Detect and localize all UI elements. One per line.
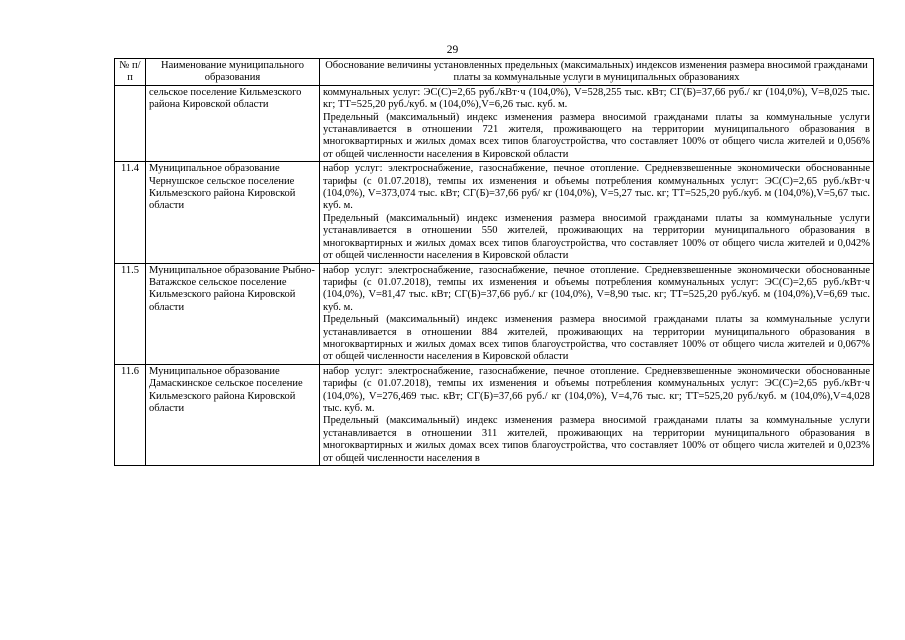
table-row (115, 85, 874, 161)
municipality-name: Муниципальное образование Дамаскинское сельское поселение Кильмезского района Кировской области (146, 364, 320, 465)
header-municipality-name: Наименование муниципального образования (146, 59, 320, 86)
tariff-paragraph: набор услуг: электроснабжение, газоснабжение, печное отопление. Средневзвешенные экономически обоснованные тарифы (с 01.07.2018), темпы их изменения и объемы потребления коммунальных услуг: ЭС(С)=2,65 руб./кВт·ч (104,0%), V=373,074 тыс. кВт; СГ(Б)=37,66 руб/ кг (104,0%), V=5,27 тыс. кг; ТТ=525,20 руб./куб. м (104,0%),V=5,67 тыс. куб. м. (323, 163, 870, 212)
table-row (115, 162, 874, 263)
row-number: 11.6 (115, 364, 146, 465)
table-row (115, 364, 874, 465)
header-justification: Обоснование величины установленных предельных (максимальных) индексов изменения размера вносимой гражданами платы за коммунальные услуги в муниципальных образованиях (320, 59, 874, 86)
tariff-paragraph: набор услуг: электроснабжение, газоснабжение, печное отопление. Средневзвешенные экономически обоснованные тарифы (с 01.07.2018), темпы их изменения и объемы потребления коммунальных услуг: ЭС(С)=2,65 руб./кВт·ч (104,0%), V=276,469 тыс. кВт; СГ(Б)=37,66 руб./ кг (104,0%), V=4,76 тыс. кг; ТТ=525,20 руб./куб. м (104,0%),V=4,028 тыс. куб. м. (323, 365, 870, 414)
page-number: 29 (446, 44, 459, 56)
tariff-paragraph: коммунальных услуг: ЭС(С)=2,65 руб./кВт·ч (104,0%), V=528,255 тыс. кВт; СГ(Б)=37,66 руб./ кг (104,0%), V=8,025 тыс. кг; ТТ=525,20 руб./куб. м (104,0%),V=6,26 тыс. куб. м. (323, 86, 870, 111)
municipality-name: Муниципальное образование Рыбно-Ватажское сельское поселение Кильмезского района Кировской области (146, 263, 320, 364)
justification-cell (320, 364, 874, 465)
row-number (115, 85, 146, 161)
justification-cell (320, 162, 874, 263)
index-paragraph: Предельный (максимальный) индекс изменения размера вносимой гражданами платы за коммунальные услуги устанавливается в отношении 550 жителей, проживающих на территории муниципального образования в многоквартирных и жилых домах всех типов благоустройства, что составляет 100% от общего числа жителей и 0,042% от общей численности населения в Кировской области (323, 212, 870, 262)
table-row (115, 263, 874, 364)
municipality-name: сельское поселение Кильмезского района Кировской области (146, 85, 320, 161)
index-paragraph: Предельный (максимальный) индекс изменения размера вносимой гражданами платы за коммунальные услуги устанавливается в отношении 311 жителей, проживающих на территории муниципального образования в многоквартирных и жилых домах всех типов благоустройства, что составляет 100% от общего числа жителей и 0,023% от общей численности населения в (323, 415, 870, 464)
tariff-justification-table (114, 58, 874, 466)
index-paragraph: Предельный (максимальный) индекс изменения размера вносимой гражданами платы за коммунальные услуги устанавливается в отношении 721 жителя, проживающего на территории муниципального образования в многоквартирных и жилых домах всех типов благоустройства, что составляет 100% от общего числа жителей и 0,056% от общей численности населения в Кировской области (323, 111, 870, 160)
municipality-name: Муниципальное образование Чернушское сельское поселение Кильмезского района Кировской области (146, 162, 320, 263)
justification-cell (320, 263, 874, 364)
tariff-paragraph: набор услуг: электроснабжение, газоснабжение, печное отопление. Средневзвешенные экономически обоснованные тарифы (с 01.07.2018), темпы их изменения и объемы потребления коммунальных услуг: ЭС(С)=2,65 руб./кВт·ч (104,0%), V=81,47 тыс. кВт; СГ(Б)=37,66 руб./ кг (104,0%), V=8,90 тыс. кг; ТТ=525,20 руб./куб. м (104,0%),V=6,69 тыс. куб. м. (323, 264, 870, 313)
justification-cell (320, 85, 874, 161)
table-header-row (115, 59, 874, 86)
header-number: № п/п (115, 59, 146, 86)
row-number: 11.4 (115, 162, 146, 263)
row-number: 11.5 (115, 263, 146, 364)
index-paragraph: Предельный (максимальный) индекс изменения размера вносимой гражданами платы за коммунальные услуги устанавливается в отношении 884 жителей, проживающих на территории муниципального образования в многоквартирных и жилых домах всех типов благоустройства, что составляет 100% от общего числа жителей и 0,067% от общей численности населения в Кировской области (323, 314, 870, 363)
